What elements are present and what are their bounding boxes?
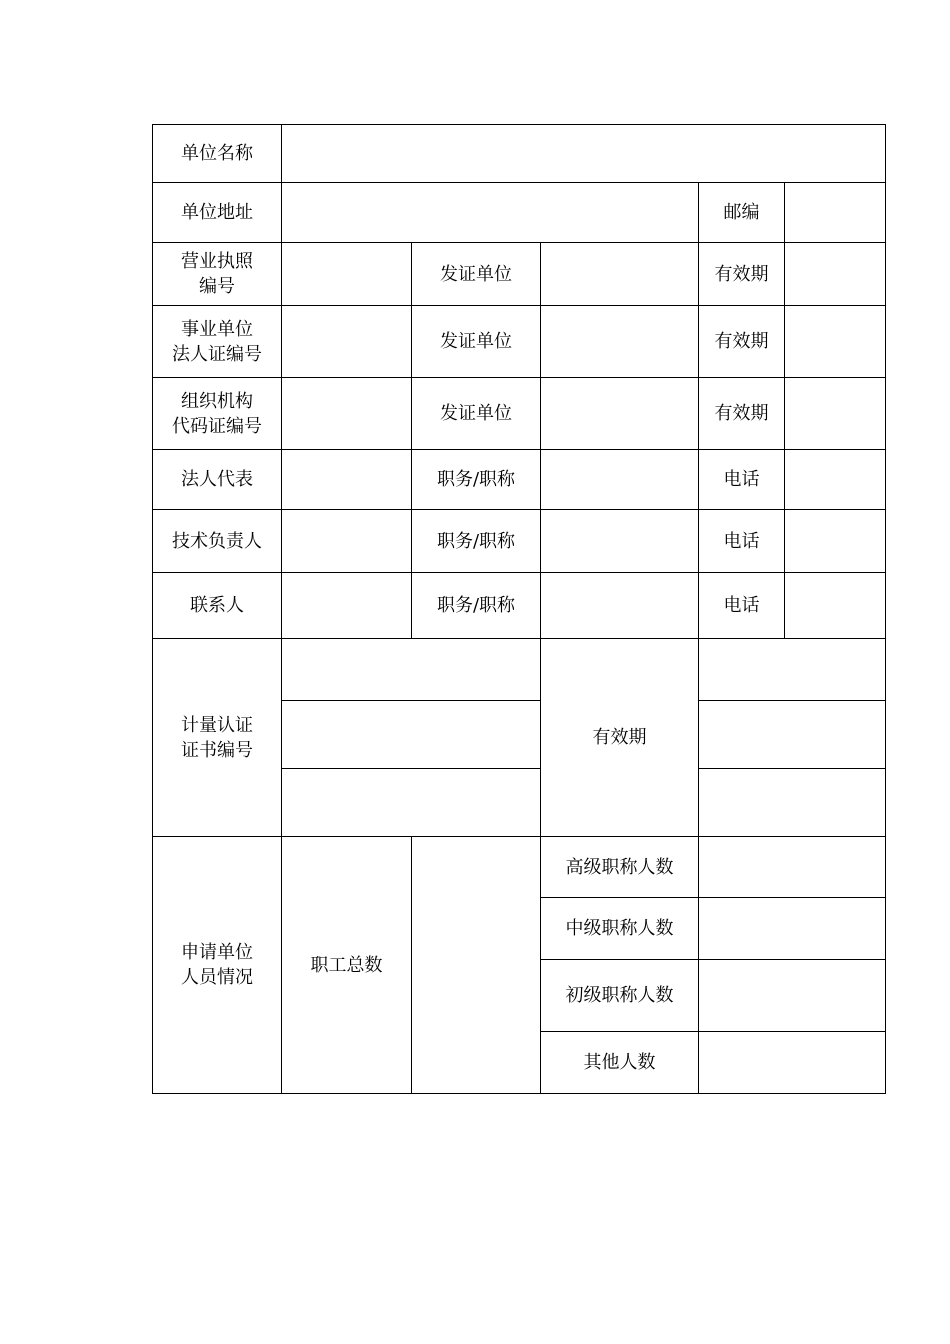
org-code-cert-label-line1: 组织机构 [181, 390, 253, 412]
position-title-field[interactable] [541, 573, 699, 639]
other-count-label: 其他人数 [541, 1032, 699, 1094]
business-license-field[interactable] [282, 243, 412, 306]
validity-field[interactable] [785, 378, 886, 450]
metrology-validity-label: 有效期 [541, 639, 699, 837]
validity-label: 有效期 [699, 243, 785, 306]
senior-title-count-field[interactable] [699, 837, 886, 898]
issuing-unit-field[interactable] [541, 378, 699, 450]
metrology-validity-field[interactable] [699, 769, 886, 837]
unit-name-label: 单位名称 [153, 125, 282, 183]
org-code-cert-label-line2: 代码证编号 [172, 415, 262, 437]
metrology-cert-label-line1: 计量认证 [181, 714, 253, 736]
metrology-cert-number-field[interactable] [282, 769, 541, 837]
validity-label: 有效期 [699, 378, 785, 450]
contact-label: 联系人 [153, 573, 282, 639]
position-title-label: 职务/职称 [412, 450, 541, 510]
metrology-validity-field[interactable] [699, 701, 886, 769]
phone-field[interactable] [785, 573, 886, 639]
metrology-cert-number-field[interactable] [282, 639, 541, 701]
org-code-cert-label [153, 378, 282, 450]
business-license-label-line2: 编号 [199, 276, 235, 297]
issuing-unit-label: 发证单位 [412, 306, 541, 378]
unit-address-label: 单位地址 [153, 183, 282, 243]
position-title-field[interactable] [541, 450, 699, 510]
metrology-cert-label-line2: 证书编号 [181, 739, 253, 761]
applicant-staff-label-line2: 人员情况 [181, 967, 253, 988]
issuing-unit-field[interactable] [541, 243, 699, 306]
applicant-staff-label-line1: 申请单位 [181, 942, 253, 963]
phone-label: 电话 [699, 450, 785, 510]
junior-title-count-label: 初级职称人数 [541, 960, 699, 1032]
position-title-field[interactable] [541, 510, 699, 573]
total-staff-field[interactable] [412, 837, 541, 1094]
phone-label: 电话 [699, 573, 785, 639]
issuing-unit-field[interactable] [541, 306, 699, 378]
tech-lead-label: 技术负责人 [153, 510, 282, 573]
unit-address-field[interactable] [282, 183, 699, 243]
contact-field[interactable] [282, 573, 412, 639]
validity-field[interactable] [785, 243, 886, 306]
application-form-table [152, 124, 886, 1094]
issuing-unit-label: 发证单位 [412, 378, 541, 450]
phone-label: 电话 [699, 510, 785, 573]
institution-cert-field[interactable] [282, 306, 412, 378]
business-license-label-line1: 营业执照 [181, 251, 253, 272]
unit-name-field[interactable] [282, 125, 886, 183]
business-license-label [153, 243, 282, 306]
position-title-label: 职务/职称 [412, 510, 541, 573]
senior-title-count-label: 高级职称人数 [541, 837, 699, 898]
org-code-cert-field[interactable] [282, 378, 412, 450]
tech-lead-field[interactable] [282, 510, 412, 573]
legal-rep-label: 法人代表 [153, 450, 282, 510]
validity-field[interactable] [785, 306, 886, 378]
junior-title-count-field[interactable] [699, 960, 886, 1032]
total-staff-label: 职工总数 [282, 837, 412, 1094]
position-title-label: 职务/职称 [412, 573, 541, 639]
metrology-validity-field[interactable] [699, 639, 886, 701]
validity-label: 有效期 [699, 306, 785, 378]
postcode-label: 邮编 [699, 183, 785, 243]
institution-cert-label-line1: 事业单位 [181, 318, 253, 340]
issuing-unit-label: 发证单位 [412, 243, 541, 306]
other-count-field[interactable] [699, 1032, 886, 1094]
legal-rep-field[interactable] [282, 450, 412, 510]
mid-title-count-field[interactable] [699, 898, 886, 960]
phone-field[interactable] [785, 450, 886, 510]
institution-cert-label [153, 306, 282, 378]
postcode-field[interactable] [785, 183, 886, 243]
mid-title-count-label: 中级职称人数 [541, 898, 699, 960]
applicant-staff-label [153, 837, 282, 1094]
phone-field[interactable] [785, 510, 886, 573]
institution-cert-label-line2: 法人证编号 [172, 343, 262, 365]
metrology-cert-label [153, 639, 282, 837]
metrology-cert-number-field[interactable] [282, 701, 541, 769]
